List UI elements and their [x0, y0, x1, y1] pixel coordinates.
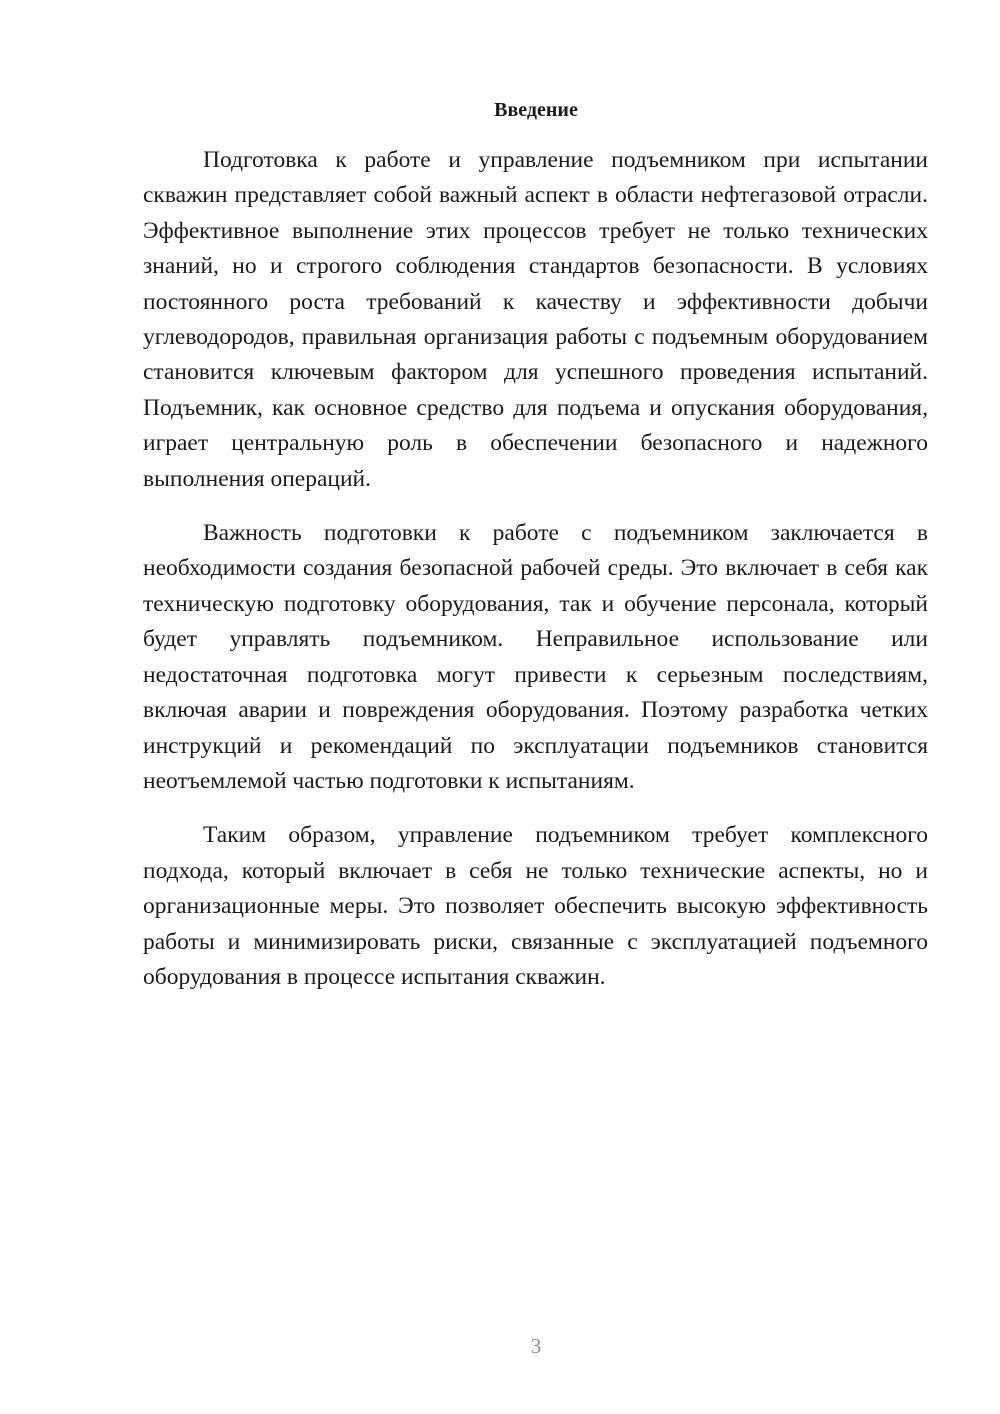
section-heading: Введение: [494, 99, 578, 121]
paragraph-1: Подготовка к работе и управление подъемником при испытании скважин представляет собой важный аспект в области нефтегазовой отрасли. Эффективное выполнение этих процессов требует не только технических знаний, но и строгого соблюдения стандартов безопасности. В условиях постоянного роста требований к качеству и эффективности добычи углеводородов, правильная организация работы с подъемным оборудованием становится ключевым фактором для успешного проведения испытаний. Подъемник, как основное средство для подъема и опускания оборудования, играет центральную роль в обеспечении безопасного и надежного выполнения операций.: [143, 147, 928, 492]
body-text: [143, 143, 928, 995]
page-number: 3: [530, 1334, 542, 1358]
paragraph-3: Таким образом, управление подъемником требует комплексного подхода, который включает в себя не только технические аспекты, но и организационные меры. Это позволяет обеспечить высокую эффективность работы и минимизировать риски, связанные с эксплуатацией подъемного оборудования в процессе испытания скважин.: [143, 822, 928, 990]
paragraph-2: Важность подготовки к работе с подъемником заключается в необходимости создания безопасной рабочей среды. Это включает в себя как техническую подготовку оборудования, так и обучение персонала, который будет управлять подъемником. Неправильное использование или недостаточная подготовка могут привести к серьезным последствиям, включая аварии и повреждения оборудования. Поэтому разработка четких инструкций и рекомендаций по эксплуатации подъемников становится неотъемлемой частью подготовки к испытаниям.: [143, 520, 928, 794]
